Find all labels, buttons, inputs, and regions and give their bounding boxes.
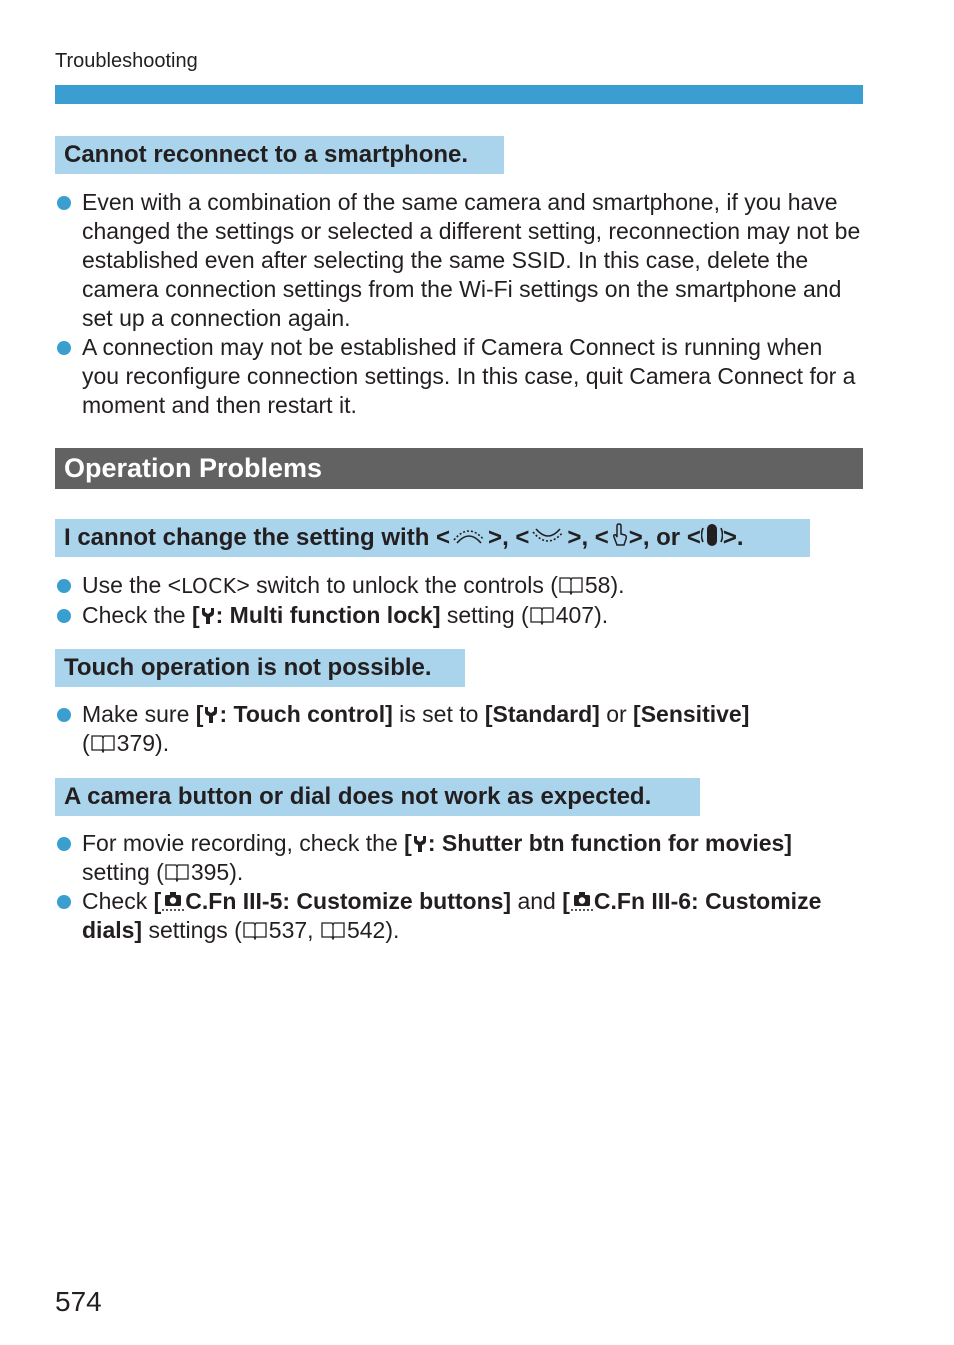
menu-bracket: [: [195, 701, 204, 727]
bullet-list-change-setting: [55, 571, 865, 630]
page-reference: 407: [555, 602, 595, 628]
bullet-text: is set to: [392, 701, 485, 727]
header-accent-bar: [55, 85, 863, 104]
book-icon: [242, 920, 268, 940]
multi-controller-icon: [701, 522, 723, 548]
menu-setting-name: C.Fn III-5: Customize buttons]: [185, 888, 512, 914]
bullet-icon: [57, 341, 71, 355]
list-item: [55, 188, 865, 333]
book-icon: [164, 862, 190, 882]
option-sensitive: [Sensitive]: [633, 701, 750, 727]
bullet-text: settings (: [142, 917, 242, 943]
page-reference: 58: [584, 572, 611, 598]
bullet-text: Make sure: [82, 701, 196, 727]
bullet-icon: [57, 708, 71, 722]
heading-text: I cannot change the setting with <: [64, 524, 451, 551]
page-reference: 395: [190, 859, 230, 885]
list-item: [55, 887, 865, 945]
menu-setting-name: : Touch control]: [219, 701, 393, 727]
bullet-text: ).: [155, 730, 170, 756]
quick-control-dial-icon: [529, 524, 567, 548]
bullet-text: Even with a combination of the same camera and smartphone, if you have changed the settings or selected a different setting, reconnection may not be established even after selecting the same SSID. In this case, delete the camera connection settings from the Wi-Fi settings on the smartphone and set up a connection again.: [82, 189, 861, 331]
bullet-text: ).: [229, 859, 244, 885]
bullet-icon: [57, 196, 71, 210]
bullet-text: ,: [307, 917, 320, 943]
custom-function-camera-icon: [161, 890, 185, 912]
bullet-list-reconnect: [55, 188, 865, 420]
running-head: Troubleshooting: [55, 50, 198, 72]
heading-text: >.: [722, 524, 744, 551]
list-item: [55, 601, 865, 630]
subheading-cannot-change-setting: [55, 519, 810, 557]
menu-bracket: [: [191, 602, 200, 628]
bullet-list-touch: [55, 700, 865, 758]
bullet-icon: [57, 609, 71, 623]
book-icon: [529, 605, 555, 625]
list-item: [55, 571, 865, 601]
bullet-icon: [57, 579, 71, 593]
bullet-text: setting (: [82, 859, 164, 885]
custom-function-camera-icon: [570, 890, 594, 912]
bullet-text: A connection may not be established if Camera Connect is running when you reconfigure connection settings. In this case, quit Camera Connect for a moment and then restart it.: [82, 334, 856, 418]
bullet-text: Check: [82, 888, 154, 914]
heading-text: >, or <: [628, 524, 701, 551]
wrench-icon: [203, 705, 219, 725]
touch-icon: [609, 522, 629, 548]
menu-bracket: [: [153, 888, 162, 914]
book-icon: [320, 920, 346, 940]
page-reference: 379: [116, 730, 156, 756]
menu-setting-name: : Shutter btn function for movies]: [427, 830, 792, 856]
bullet-text: (: [82, 730, 90, 756]
page-number: 574: [55, 1286, 102, 1317]
list-item: [55, 700, 865, 758]
page-reference: 542: [346, 917, 386, 943]
heading-text: >, <: [488, 524, 530, 551]
wrench-icon: [200, 606, 216, 626]
heading-text: >, <: [567, 524, 609, 551]
bullet-text: ).: [385, 917, 400, 943]
list-item: [55, 829, 865, 887]
section-title: Operation Problems: [55, 448, 863, 489]
bullet-text: For movie recording, check the: [82, 830, 405, 856]
subheading-touch-not-possible: Touch operation is not possible.: [55, 649, 465, 687]
bullet-text: ).: [594, 602, 609, 628]
book-icon: [90, 733, 116, 753]
bullet-icon: [57, 837, 71, 851]
menu-bracket: [: [562, 888, 570, 914]
main-dial-icon: [450, 524, 488, 548]
bullet-text: Check the: [82, 602, 192, 628]
bullet-text: ).: [610, 572, 625, 598]
list-item: [55, 333, 865, 420]
option-standard: [Standard]: [484, 701, 600, 727]
page-reference: 537: [268, 917, 308, 943]
bullet-text: and: [511, 888, 563, 914]
bullet-text: > switch to unlock the controls (: [236, 572, 558, 598]
menu-setting-name: C.Fn III-6: Customize dials]: [82, 888, 822, 943]
bullet-text: or: [599, 701, 634, 727]
subheading-button-dial-not-working: A camera button or dial does not work as expected.: [55, 778, 700, 816]
menu-setting-name: : Multi function lock]: [215, 602, 441, 628]
bullet-text: setting (: [440, 602, 529, 628]
lock-switch-label: LOCK: [181, 574, 237, 598]
bullet-text: Use the <: [82, 572, 182, 598]
subheading-cannot-reconnect: Cannot reconnect to a smartphone.: [55, 136, 504, 174]
wrench-icon: [412, 834, 428, 854]
menu-bracket: [: [404, 830, 412, 856]
bullet-list-button-dial: [55, 829, 865, 945]
book-icon: [558, 575, 584, 595]
bullet-icon: [57, 895, 71, 909]
